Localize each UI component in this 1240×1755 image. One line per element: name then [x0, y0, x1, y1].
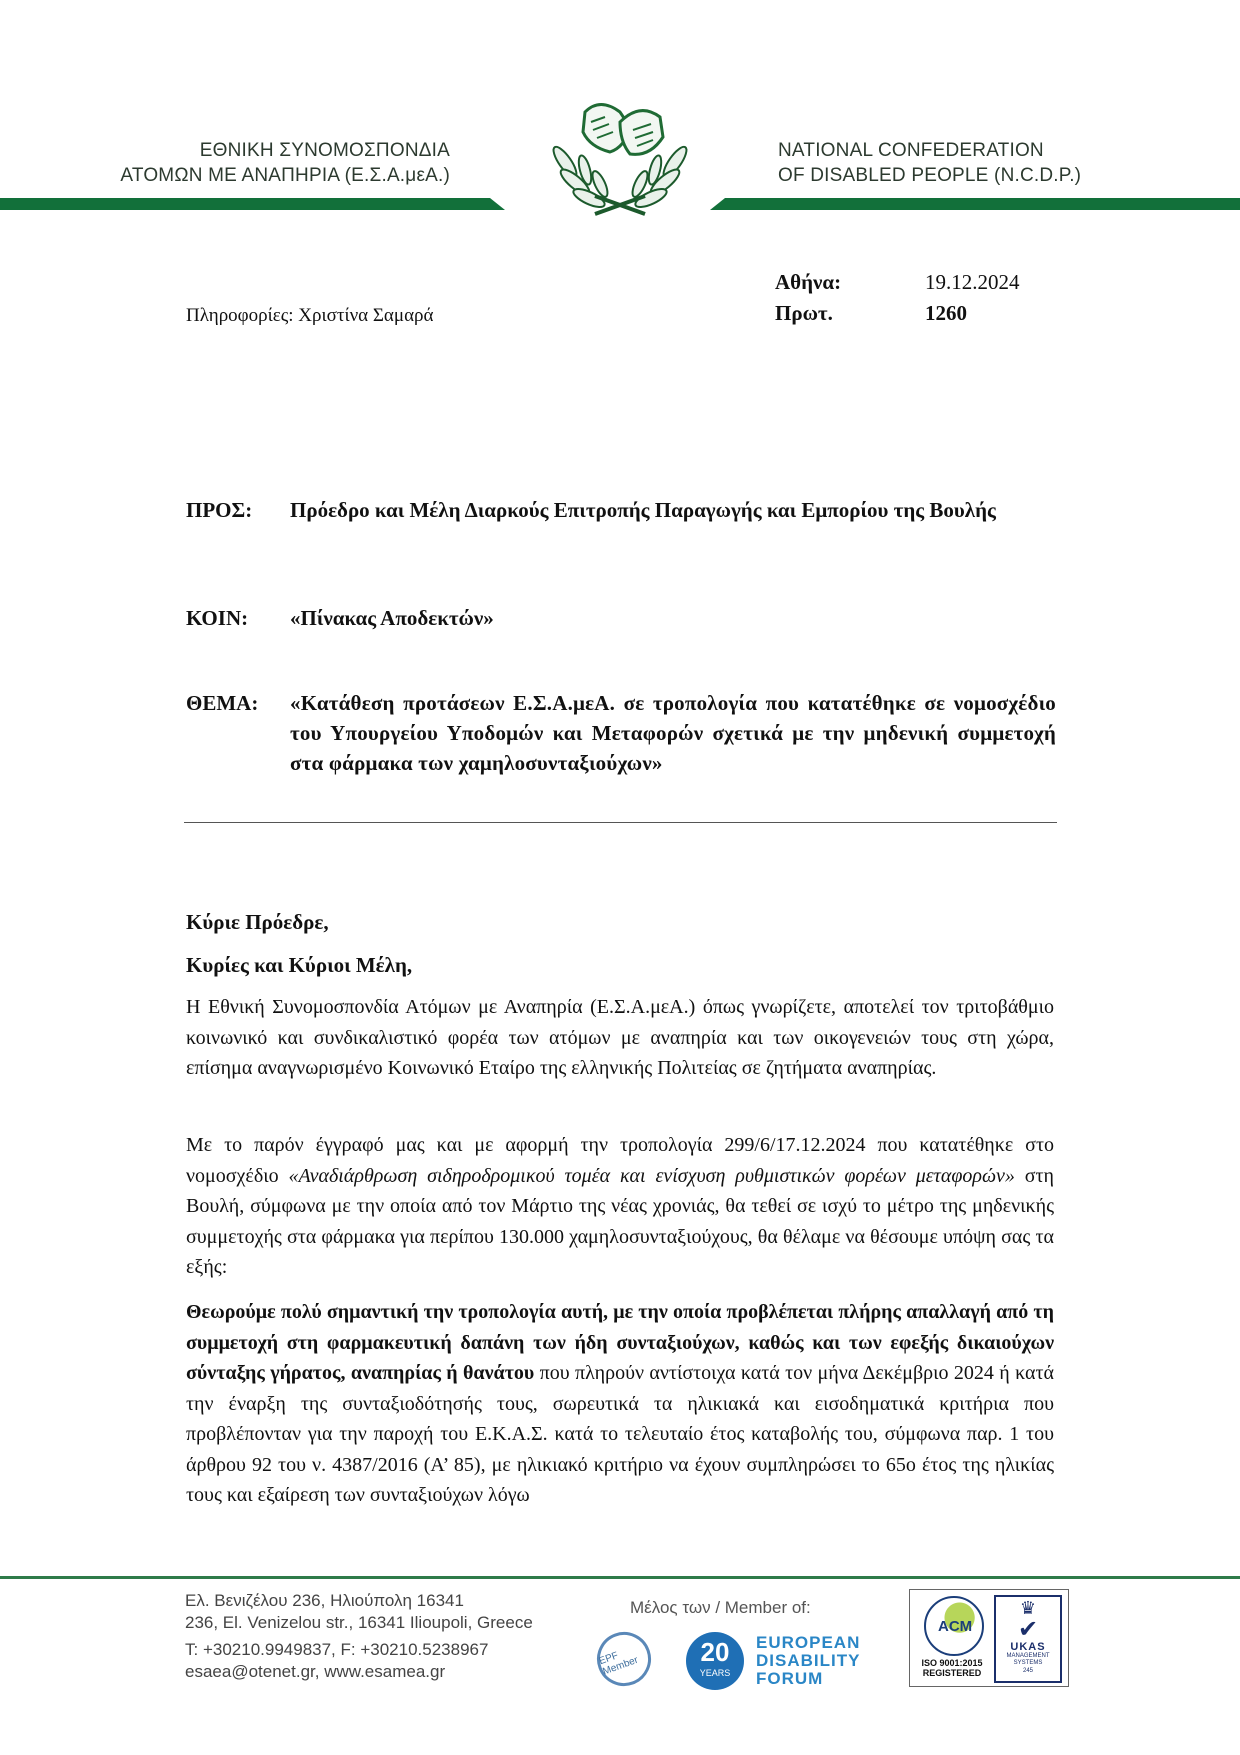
date-protocol-block [775, 267, 1020, 329]
crown-icon: ♛ [1019, 1598, 1037, 1618]
cc-row [186, 603, 1056, 633]
paragraph-position [186, 1297, 1054, 1511]
subject-divider [184, 822, 1057, 823]
edf-years-label: YEARS [699, 1668, 731, 1678]
iso-line2: REGISTERED [922, 1668, 982, 1678]
org-name-english-line1: NATIONAL CONFEDERATION [778, 140, 1044, 161]
iso-line1: ISO 9001:2015 [921, 1658, 983, 1668]
iso-registration [914, 1658, 990, 1678]
subject-value: «Κατάθεση προτάσεων Ε.Σ.Α.μεΑ. σε τροπολογία που κατατέθηκε σε νομοσχέδιο του Υπουργείου Υποδομών και Μεταφορών σχετικά με την μηδενική συμμετοχή στα φάρμακα των χαμηλοσυνταξιούχων» [290, 691, 1056, 775]
org-name-greek-line1: ΕΘΝΙΚΗ ΣΥΝΟΜΟΣΠΟΝΔΙΑ [199, 140, 450, 161]
place-label: Αθήνα: [775, 270, 842, 294]
edf-line2: DISABILITY [756, 1651, 861, 1670]
footer-address [185, 1590, 533, 1683]
date-value: 19.12.2024 [925, 270, 1020, 294]
protocol-label: Πρωτ. [775, 301, 833, 325]
address-greek: Ελ. Βενιζέλου 236, Ηλιούπολη 16341 [185, 1591, 464, 1610]
paragraph-position-bold: Θεωρούμε πολύ σημαντική την τροπολογία αυτή, με την οποία προβλέπεται πλήρης απαλλαγή από τη συμμετοχή στη φαρμακευτική δαπάνη των ήδη συνταξιούχων, καθώς και των εφεξής δικαιούχων σύνταξης γήρατος, αναπηρίας ή θανάτου [186, 1301, 1054, 1384]
epf-member-badge-icon: EPF Member [589, 1624, 658, 1693]
cc-label: ΚΟΙΝ: [186, 606, 249, 630]
header-stripe-right [710, 198, 1240, 210]
phone-fax: T: +30210.9949837, F: +30210.5238967 [185, 1640, 489, 1659]
subject-row [186, 688, 1056, 778]
protocol-number: 1260 [925, 301, 967, 325]
cc-value: «Πίνακας Αποδεκτών» [290, 606, 494, 630]
edf-years-number: 20 [700, 1637, 730, 1667]
acm-label: ACM [938, 1618, 973, 1635]
acm-globe-icon [918, 1596, 986, 1664]
header-stripe-left [0, 198, 505, 210]
paragraph-amendment [186, 1130, 1054, 1283]
email-website[interactable]: esaea@otenet.gr, www.esamea.gr [185, 1662, 446, 1681]
member-of-label: Μέλος των / Member of: [630, 1598, 811, 1617]
subject-label: ΘΕΜΑ: [186, 691, 259, 715]
paragraph-amendment-text-b: στη Βουλή, σύμφωνα με την οποία από τον Μάρτιο της νέας χρονιάς, θα τεθεί σε ισχύ το μέτρο της μηδενικής συμμετοχής στα φάρμακα για περίπου 130.000 χαμηλοσυνταξιούχους, θα θέλαμε να θέσουμε υπόψη σας τα εξής: [186, 1164, 1054, 1278]
edf-line3: FORUM [756, 1669, 824, 1688]
greeting-members: Κυρίες και Κύριοι Μέλη, [186, 953, 413, 977]
date-row [775, 267, 1020, 298]
org-name-english [778, 138, 1081, 188]
org-name-greek-line2: ΑΤΟΜΩΝ ΜΕ ΑΝΑΠΗΡΙΑ (Ε.Σ.Α.μεΑ.) [120, 165, 450, 186]
to-value: Πρόεδρο και Μέλη Διαρκούς Επιτροπής Παραγωγής και Εμπορίου της Βουλής [290, 498, 996, 522]
ukas-sub2: SYSTEMS [1013, 1660, 1043, 1666]
edf-20-years-badge-icon [686, 1632, 744, 1690]
paragraph-position-rest: που πληρούν αντίστοιχα κατά τον μήνα Δεκέμβριο 2024 ή κατά την έναρξη της συνταξιοδότησής τους, σωρευτικά τα ηλικιακά και εισοδηματικά κριτήρια που προβλέπονταν για την παροχή του Ε.Κ.Α.Σ. κατά το τελευταίο έτος καταβολής του, σύμφωνα παρ. 1 του άρθρου 92 του ν. 4387/2016 (Α’ 85), με ηλικιακό κριτήριο να έχουν συμπληρώσει το 65ο έτος της ηλικίας τους και εξαίρεση των συνταξιούχων λόγω [186, 1362, 1054, 1506]
footer-line [0, 1576, 1240, 1579]
ukas-badge [994, 1595, 1062, 1683]
protocol-row [775, 298, 1020, 329]
greeting-chairman: Κύριε Πρόεδρε, [186, 910, 329, 934]
checkmark-icon: ✔ [1017, 1616, 1039, 1643]
edf-line1: EUROPEAN [756, 1633, 861, 1652]
address-english: 236, El. Venizelou str., 16341 Ilioupoli, Greece [185, 1613, 533, 1632]
ukas-label: UKAS [1010, 1641, 1046, 1653]
ukas-number: 245 [1022, 1668, 1033, 1674]
paragraph-amendment-text-a: Με το παρόν έγγραφό μας και με αφορμή την τροπολογία 299/6/17.12.2024 που κατατέθηκε στο νομοσχέδιο [186, 1134, 1054, 1187]
info-contact: Πληροφορίες: Χριστίνα Σαμαρά [186, 305, 434, 326]
to-row [186, 495, 1056, 525]
handshake-laurel-logo-icon [525, 92, 715, 232]
certification-box [909, 1589, 1069, 1687]
ukas-sub1: MANAGEMENT [1006, 1653, 1050, 1659]
edf-logo-text [756, 1634, 860, 1688]
paragraph-intro: Η Εθνική Συνομοσπονδία Ατόμων με Αναπηρία (Ε.Σ.Α.μεΑ.) όπως γνωρίζετε, αποτελεί τον τριτοβάθμιο κοινωνικό και συνδικαλιστικό φορέα των ατόμων με αναπηρία και των οικογενειών τους στη χώρα, επίσημα αναγνωρισμένο Κοινωνικό Εταίρο της ελληνικής Πολιτείας σε ζητήματα αναπηρίας. [186, 996, 1054, 1079]
org-name-greek [120, 138, 450, 188]
bill-title: «Αναδιάρθρωση σιδηροδρομικού τομέα και ενίσχυση ρυθμιστικών φορέων μεταφορών» [288, 1164, 1015, 1187]
org-name-english-line2: OF DISABLED PEOPLE (N.C.D.P.) [778, 165, 1082, 186]
to-label: ΠΡΟΣ: [186, 498, 253, 522]
